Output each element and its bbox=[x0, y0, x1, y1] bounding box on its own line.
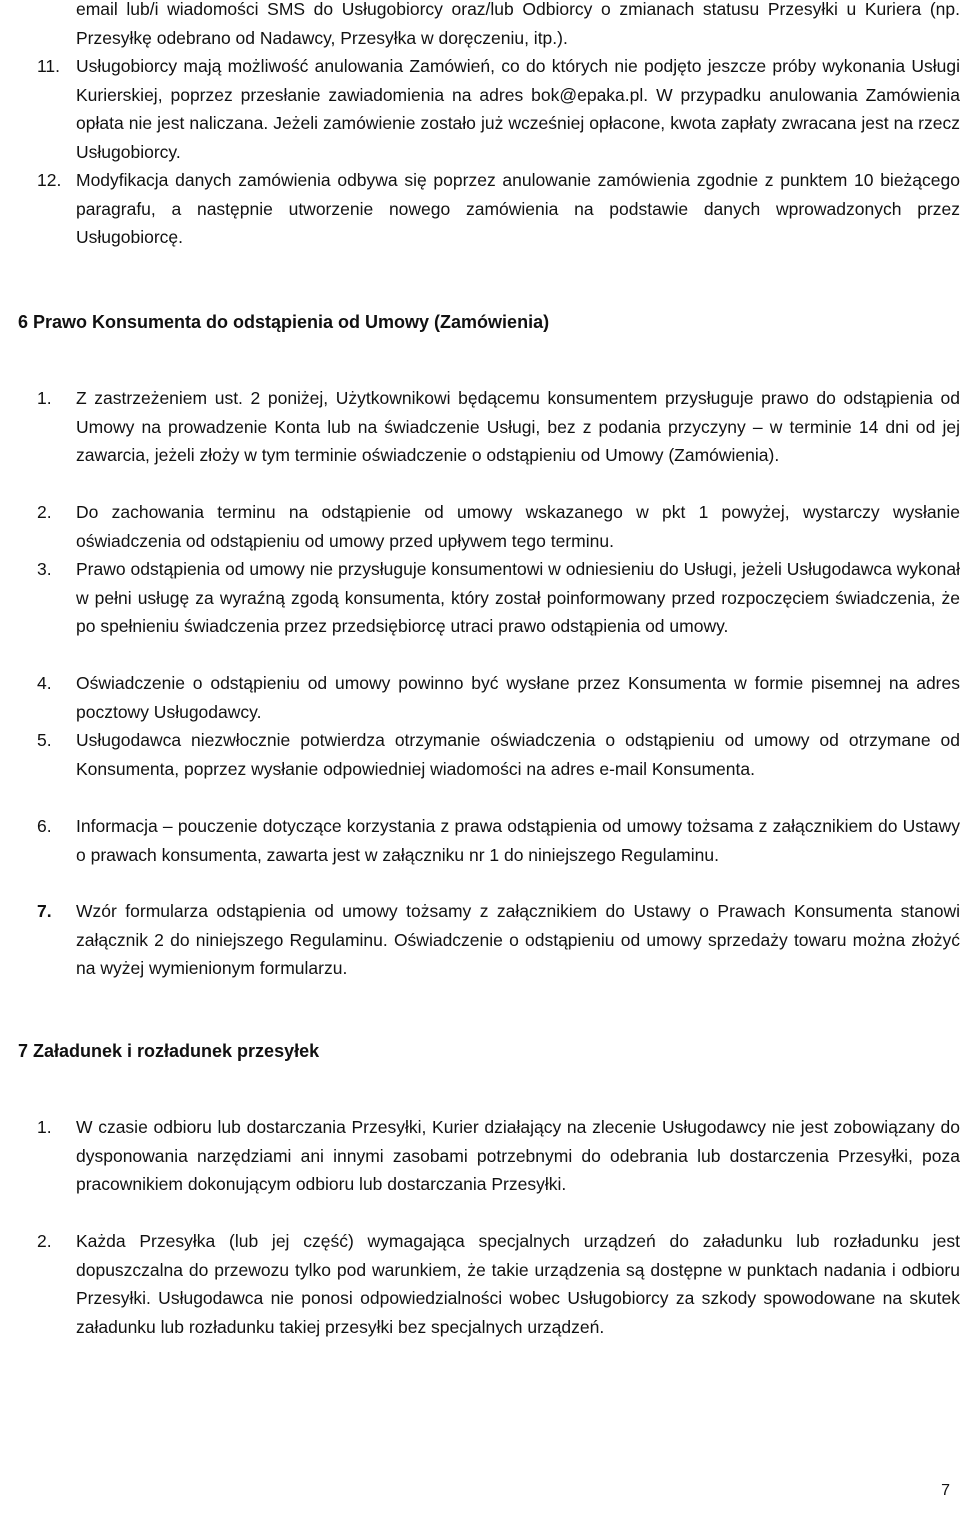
item-text: Prawo odstąpienia od umowy nie przysługuje konsumentowi w odniesieniu do Usługi, jeżeli Usługodawca wykonał w pełni usługę za wyraźną zgodą konsumenta, który został poinformowany przed rozpoczęciem świadczenia, że po spełnieniu świadczenia przez przedsiębiorcę utraci prawo odstąpienia od umowy. bbox=[76, 559, 960, 637]
item-number: 12. bbox=[37, 170, 62, 190]
item-text: Informacja – pouczenie dotyczące korzystania z prawa odstąpienia od umowy tożsama z załącznikiem do Ustawy o prawach konsumenta, zawarta jest w załączniku nr 1 do niniejszego Regulaminu. bbox=[76, 816, 960, 865]
item-number: 11. bbox=[37, 56, 61, 76]
continuation-paragraph: email lub/i wiadomości SMS do Usługobiorcy oraz/lub Odbiorcy o zmianach statusu Przesyłki u Kuriera (np. Przesyłkę odebrano od Nadawcy, Przesyłka w doręczeniu, itp.). bbox=[76, 0, 960, 48]
item-text: Modyfikacja danych zamówienia odbywa się poprzez anulowanie zamówienia zgodnie z punktem 10 bieżącego paragrafu, a następnie utworzenie nowego zamówienia na podstawie danych wprowadzonych przez Usługobiorcę. bbox=[76, 170, 960, 248]
item-text: Usługobiorcy mają możliwość anulowania Zamówień, co do których nie podjęto jeszcze próby wykonania Usługi Kurierskiej, poprzez przesłanie zawiadomienia na adres bok@epaka.pl. W przypadku anulowania Zamówienia opłata nie jest naliczana. Jeżeli zamówienie zostało już wcześniej opłacone, kwota zapłaty zwracana jest na rzecz Usługobiorcy. bbox=[76, 56, 960, 162]
item-number: 5. bbox=[37, 730, 52, 750]
item-text: Wzór formularza odstąpienia od umowy tożsamy z załącznikiem do Ustawy o Prawach Konsumenta stanowi załącznik 2 do niniejszego Regulaminu. Oświadczenie o odstąpieniu od umowy sprzedaży towaru można złożyć na wyżej wymienionym formularzu. bbox=[76, 901, 960, 979]
item-number: 7. bbox=[37, 901, 52, 921]
item-number: 6. bbox=[37, 816, 52, 836]
item-text: Do zachowania terminu na odstąpienie od umowy wskazanego w pkt 1 powyżej, wystarczy wysłanie oświadczenia od odstąpieniu od umowy przed upływem tego terminu. bbox=[76, 502, 960, 551]
item-number: 3. bbox=[37, 559, 52, 579]
item-number: 1. bbox=[37, 388, 52, 408]
item-text: Z zastrzeżeniem ust. 2 poniżej, Użytkownikowi będącemu konsumentem przysługuje prawo do odstąpienia od Umowy na prowadzenie Konta lub na świadczenie Usługi, bez z podania przyczyny – w terminie 14 dni od jej zawarcia, jeżeli złoży w tym terminie oświadczenie o odstąpieniu od Umowy (Zamówienia). bbox=[76, 388, 960, 466]
item-number: 2. bbox=[37, 1231, 52, 1251]
item-text: Usługodawca niezwłocznie potwierdza otrzymanie oświadczenia o odstąpieniu od umowy od otrzymane od Konsumenta, poprzez wysłanie odpowiedniej wiadomości na adres e-mail Konsumenta. bbox=[76, 730, 960, 779]
item-number: 4. bbox=[37, 673, 52, 693]
item-number: 2. bbox=[37, 502, 52, 522]
item-text: Oświadczenie o odstąpieniu od umowy powinno być wysłane przez Konsumenta w formie pisemnej na adres pocztowy Usługodawcy. bbox=[76, 673, 960, 722]
item-text: W czasie odbioru lub dostarczania Przesyłki, Kurier działający na zlecenie Usługodawcy nie jest zobowiązany do dysponowania narzędziami ani innymi zasobami potrzebnymi do odebrania lub dostarczenia Przesyłki, poza pracownikiem dokonującym odbioru lub dostarczania Przesyłki. bbox=[76, 1117, 960, 1195]
page-number: 7 bbox=[941, 1482, 950, 1499]
item-text: Każda Przesyłka (lub jej część) wymagająca specjalnych urządzeń do załadunku lub rozładunku jest dopuszczalna do przewozu tylko pod warunkiem, że takie urządzenia są dostępne w punktach nadania i odbioru Przesyłki. Usługodawca nie ponosi odpowiedzialności wobec Usługobiorcy za szkody spowodowane na skutek załadunku lub rozładunku takiej przesyłki bez specjalnych urządzeń. bbox=[76, 1231, 960, 1337]
section-6-heading: 6 Prawo Konsumenta do odstąpienia od Umowy (Zamówienia) bbox=[18, 312, 550, 332]
section-7-heading: 7 Załadunek i rozładunek przesyłek bbox=[18, 1041, 320, 1061]
item-number: 1. bbox=[37, 1117, 52, 1137]
